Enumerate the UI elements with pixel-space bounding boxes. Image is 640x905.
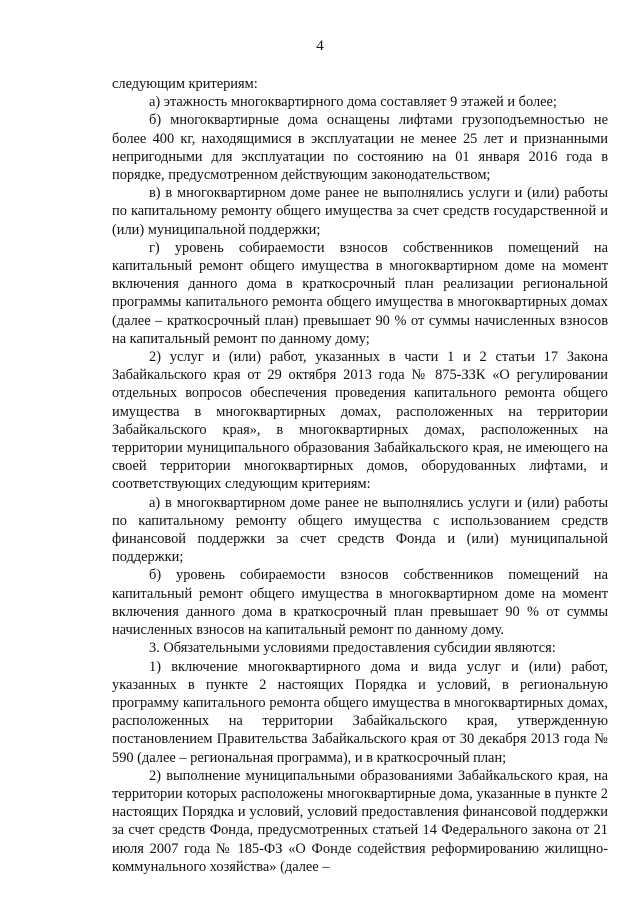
paragraph-item-2-services: 2) услуг и (или) работ, указанных в части 1 и 2 статьи 17 Закона Забайкальского края от 29 октября 2013 года № 875-ЗЗК «О регулировании отдельных вопросов обеспечения проведения капитального ремонта общего имущества в многоквартирных домах, расположенных на территории Забайкальского края», в многоквартирных домах, расположенных на территории муниципального образования Забайкальского края, не имеющего на своей территории многоквартирных домов, оборудованных лифтами, и соответствующих следующим критериям: [112, 349, 608, 493]
paragraph-criteria-intro: следующим критериям: [112, 76, 258, 92]
paragraph-item-2-criterion-b: б) уровень собираемости взносов собственников помещений на капитальный ремонт общего имущества в многоквартирном доме на момент включения данного дома в краткосрочный план превышает 90 % от суммы начисленных взносов на капитальный ремонт по данному дому. [112, 567, 608, 639]
page-number: 4 [316, 38, 324, 54]
paragraph-section-3-conditions: 3. Обязательными условиями предоставления субсидии являются: [149, 640, 556, 657]
paragraph-criterion-a-floors: а) этажность многоквартирного дома составляет 9 этажей и более; [149, 94, 557, 111]
paragraph-condition-1-inclusion: 1) включение многоквартирного дома и вида услуг и (или) работ, указанных в пункте 2 настоящих Порядка и условий, в региональную программу капитального ремонта общего имущества в многоквартирных домах, расположенных на территории Забайкальского края, утвержденную постановлением Правительства Забайкальского края от 30 декабря 2013 года № 590 (далее – региональная программа), и в краткосрочный план; [112, 658, 608, 766]
document-body [112, 75, 608, 876]
paragraph-item-2-criterion-a: а) в многоквартирном доме ранее не выполнялись услуги и (или) работы по капитальному ремонту общего имущества с использованием средств финансовой поддержки за счет средств Фонда и (или) муниципальной поддержки; [112, 494, 608, 566]
paragraph-criterion-b-elevators: б) многоквартирные дома оснащены лифтами грузоподъемностью не более 400 кг, находящимися в эксплуатации не менее 25 лет и признанными непригодными для эксплуатации по состоянию на 01 января 2016 года в порядке, предусмотренном действующим законодательством; [112, 112, 608, 184]
paragraph-condition-2-municipal: 2) выполнение муниципальными образованиями Забайкальского края, на территории которых расположены многоквартирные дома, указанные в пункте 2 настоящих Порядка и условий, условий предоставления финансовой поддержки за счет средств Фонда, предусмотренных статьей 14 Федерального закона от 21 июля 2007 года № 185-ФЗ «О Фонде содействия реформированию жилищно-коммунального хозяйства» (далее – [112, 767, 608, 875]
paragraph-criterion-v-no-prior-works: в) в многоквартирном доме ранее не выполнялись услуги и (или) работы по капитальному ремонту общего имущества за счет средств государственной и (или) муниципальной поддержки; [112, 185, 608, 238]
paragraph-criterion-g-collection-level: г) уровень собираемости взносов собственников помещений на капитальный ремонт общего имущества в многоквартирном доме на момент включения данного дома в краткосрочный план реализации региональной программы капитального ремонта общего имущества в многоквартирных домах (далее – краткосрочный план) превышает 90 % от суммы начисленных взносов на капитальный ремонт по данному дому; [112, 239, 608, 347]
